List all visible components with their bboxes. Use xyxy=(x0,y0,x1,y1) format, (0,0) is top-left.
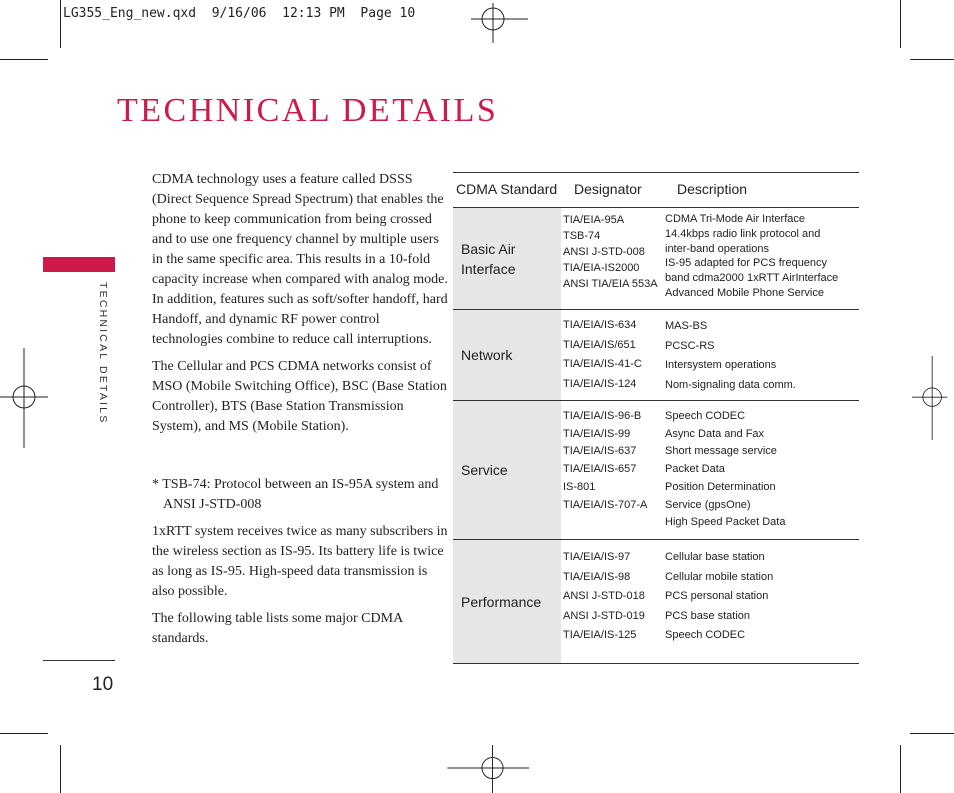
crop-mark-tr-v xyxy=(900,0,901,48)
designator: TIA/EIA/IS/651 xyxy=(563,338,636,351)
description: CDMA Tri-Mode Air Interface xyxy=(665,213,805,225)
page-title: TECHNICAL DETAILS xyxy=(117,92,499,129)
designator: IS-801 xyxy=(563,480,596,493)
header-designator: Designator xyxy=(574,181,642,197)
crop-mark-br-v xyxy=(900,745,901,793)
description: Nom-signaling data comm. xyxy=(665,378,796,391)
description: 14.4kbps radio link protocol and xyxy=(665,227,821,240)
designator-list xyxy=(563,408,647,514)
category-cell: Basic Air Interface xyxy=(453,208,561,309)
designator-list xyxy=(563,548,645,646)
paragraph-table-intro: The following table lists some major CDMA standards. xyxy=(152,611,403,646)
designator: ANSI TIA/EIA 553A xyxy=(563,278,658,290)
designator: TIA/EIA/IS-637 xyxy=(563,445,637,458)
category-cell: Network xyxy=(453,310,561,400)
description: Async Data and Fax xyxy=(665,427,765,440)
footer-rule xyxy=(43,660,115,661)
description: High Speed Packet Data xyxy=(665,516,786,529)
description: Service (gpsOne) xyxy=(665,498,751,511)
designator: ANSI J-STD-018 xyxy=(563,590,645,602)
cdma-standards-table xyxy=(453,172,859,664)
description: Speech CODEC xyxy=(665,410,746,422)
description: Cellular mobile station xyxy=(665,570,774,583)
description: Intersystem operations xyxy=(665,359,777,371)
crop-mark-bl-v xyxy=(60,745,61,793)
designator: ANSI J-STD-019 xyxy=(563,609,645,622)
designator: TIA/EIA/IS-98 xyxy=(563,570,631,583)
designator: TIA/EIA/IS-97 xyxy=(563,551,631,563)
designator: TIA/EIA/IS-634 xyxy=(563,319,637,331)
crop-mark-tl-h xyxy=(0,59,48,60)
table-row-network xyxy=(453,310,859,401)
paragraph-dsss: CDMA technology uses a feature called DSSS (Direct Sequence Spread Spectrum) that enables the phone to keep communication from being crossed and to use one frequency channel by multiple users in the same specific area. This results in a 10-fold capacity increase when compared with analog mode. In addition, features such as soft/softer handoff, hard Handoff, and dynamic RF power control technologies combine to reduce call interruptions. xyxy=(152,172,448,347)
designator: TSB-74 xyxy=(563,230,601,242)
table-row-service xyxy=(453,401,859,540)
crop-mark-tr-h xyxy=(910,59,954,60)
description-list xyxy=(665,408,785,532)
description: PCS personal station xyxy=(665,590,769,602)
description: Speech CODEC xyxy=(665,629,746,641)
designator: TIA/EIA/IS-41-C xyxy=(563,358,642,370)
designator: TIA/EIA-IS2000 xyxy=(563,262,640,274)
description: IS-95 adapted for PCS frequency xyxy=(665,257,828,270)
print-header: LG355_Eng_new.qxd 9/16/06 12:13 PM Page 10 xyxy=(63,6,416,21)
page-number: 10 xyxy=(92,674,114,695)
designator: TIA/EIA/IS-657 xyxy=(563,463,637,476)
crop-mark-tl-v xyxy=(60,0,61,48)
designator: ANSI J-STD-008 xyxy=(563,246,645,258)
category-cell: Service xyxy=(453,401,561,539)
description: inter-band operations xyxy=(665,242,769,255)
table-row-basic-air-interface xyxy=(453,208,859,310)
designator-list xyxy=(563,316,642,394)
registration-mark-right-icon xyxy=(912,348,954,448)
description: Position Determination xyxy=(665,480,776,493)
section-side-label: TECHNICAL DETAILS xyxy=(97,282,109,425)
table-row-performance xyxy=(453,540,859,664)
description: band cdma2000 1xRTT AirInterface xyxy=(665,272,839,285)
description-list xyxy=(665,212,838,301)
description: Cellular base station xyxy=(665,551,765,563)
description: Packet Data xyxy=(665,463,725,476)
header-cdma-standard: CDMA Standard xyxy=(456,181,558,197)
paragraph-networks: The Cellular and PCS CDMA networks consist of MSO (Mobile Switching Office), BSC (Base Station Controller), BTS (Base Station Transmission System), and MS (Mobile Station). xyxy=(152,359,447,434)
table-header xyxy=(453,172,859,208)
crop-mark-br-h xyxy=(910,733,954,734)
description-list xyxy=(665,548,773,646)
registration-mark-bottom-icon xyxy=(433,745,529,793)
crop-mark-bl-h xyxy=(0,733,48,734)
body-text xyxy=(152,170,452,656)
registration-mark-top-icon xyxy=(458,3,528,47)
footnote-tsb74: * TSB-74: Protocol between an IS-95A system and ANSI J-STD-008 xyxy=(152,477,439,512)
designator: TIA/EIA-95A xyxy=(563,214,625,226)
description: Short message service xyxy=(665,445,777,458)
registration-mark-left-icon xyxy=(0,348,50,448)
paragraph-1xrtt: 1xRTT system receives twice as many subscribers in the wireless section as IS-95. Its battery life is twice as long as IS-95. High-speed data transmission is also possible. xyxy=(152,524,448,599)
designator: TIA/EIA/IS-99 xyxy=(563,427,631,440)
description: MAS-BS xyxy=(665,320,708,332)
section-tab-bar xyxy=(43,257,115,272)
designator: TIA/EIA/IS-124 xyxy=(563,377,637,390)
description: PCSC-RS xyxy=(665,339,715,352)
designator-list xyxy=(563,212,658,292)
description: Advanced Mobile Phone Service xyxy=(665,286,824,299)
description-list xyxy=(665,317,796,395)
category-cell: Performance xyxy=(453,540,561,663)
description: PCS base station xyxy=(665,609,750,622)
designator: TIA/EIA/IS-125 xyxy=(563,629,637,641)
designator: TIA/EIA/IS-96-B xyxy=(563,410,642,422)
designator: TIA/EIA/IS-707-A xyxy=(563,498,648,511)
header-description: Description xyxy=(677,181,748,197)
